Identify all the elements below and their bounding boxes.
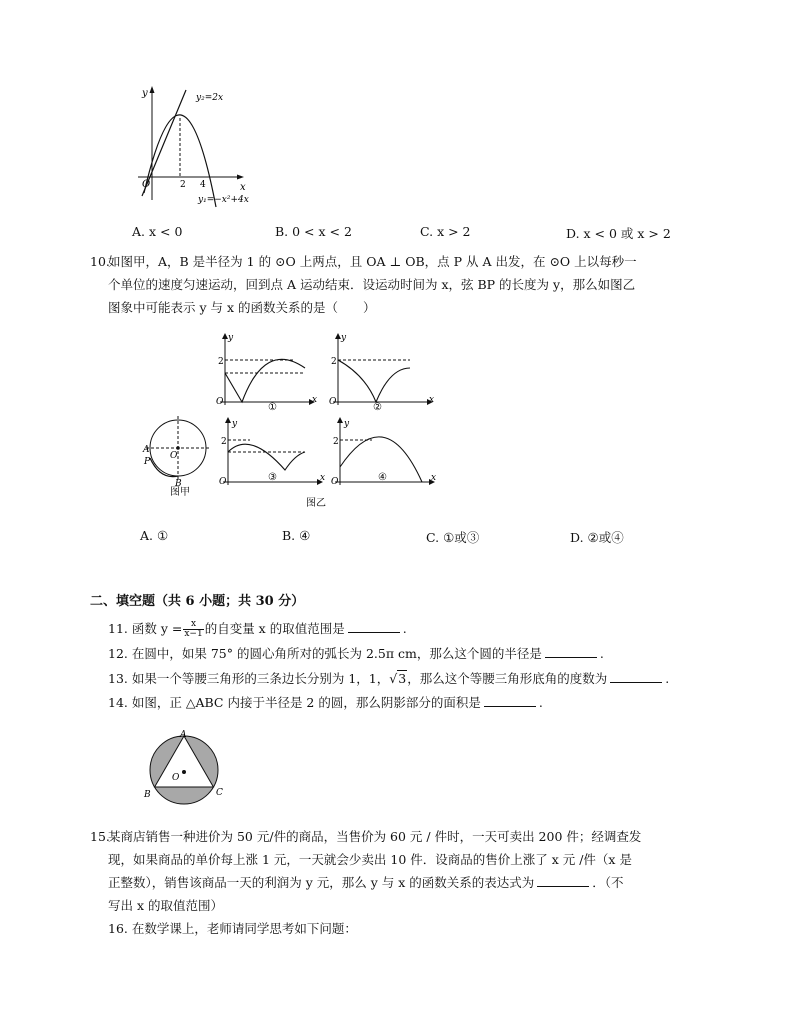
svg-text:O: O bbox=[172, 773, 180, 783]
svg-text:O: O bbox=[331, 477, 339, 487]
svg-text:x: x bbox=[312, 395, 318, 405]
svg-text:2: 2 bbox=[221, 437, 227, 447]
svg-text:y: y bbox=[228, 333, 234, 343]
q10-number: 10. bbox=[90, 254, 110, 269]
svg-text:2: 2 bbox=[331, 357, 337, 367]
q10-figure bbox=[140, 330, 450, 510]
q10-graph-3 bbox=[219, 419, 325, 487]
svg-text:O: O bbox=[170, 451, 178, 461]
q12-answer-blank[interactable] bbox=[545, 645, 597, 658]
q9-option-a[interactable]: A. x < 0 bbox=[132, 224, 183, 239]
svg-text:y: y bbox=[344, 419, 350, 429]
q10-graph-4 bbox=[331, 419, 436, 487]
q13: 13. 如果一个等腰三角形的三条边长分别为 1，1，√3，那么这个等腰三角形底角的度数为 . bbox=[108, 671, 670, 686]
q9-origin-label: O bbox=[142, 179, 151, 190]
svg-text:③: ③ bbox=[268, 472, 277, 483]
q10-circle-figure bbox=[142, 416, 210, 498]
q15-number: 15. bbox=[90, 829, 110, 844]
q10-option-a[interactable]: A. ① bbox=[140, 528, 169, 543]
svg-text:x: x bbox=[431, 473, 437, 483]
svg-text:C: C bbox=[216, 788, 223, 798]
svg-text:B: B bbox=[144, 790, 151, 800]
svg-text:④: ④ bbox=[378, 472, 387, 483]
q10-line3: 图象中可能表示 y 与 x 的函数关系的是（ ） bbox=[108, 300, 376, 315]
svg-text:O: O bbox=[216, 397, 224, 407]
q9-option-b[interactable]: B. 0 < x < 2 bbox=[275, 224, 352, 239]
svg-text:2: 2 bbox=[218, 357, 224, 367]
q9-function-graph bbox=[130, 82, 260, 212]
svg-text:A: A bbox=[180, 730, 187, 740]
svg-text:②: ② bbox=[373, 402, 382, 413]
section-title: 二、填空题（共 6 小题；共 30 分） bbox=[90, 594, 305, 609]
svg-text:①: ① bbox=[268, 402, 277, 413]
svg-text:A: A bbox=[143, 445, 150, 455]
q9-tick-2: 2 bbox=[180, 180, 186, 190]
q13-answer-blank[interactable] bbox=[610, 670, 662, 683]
q9-option-d[interactable]: D. x < 0 或 x > 2 bbox=[566, 226, 671, 241]
svg-text:x: x bbox=[429, 395, 435, 405]
q10-line1: 如图甲，A，B 是半径为 1 的 ⊙O 上两点，且 OA ⊥ OB，点 P 从 A 出发，在 ⊙O 上以每秒一 bbox=[108, 254, 637, 269]
svg-text:x: x bbox=[320, 473, 326, 483]
q9-y-axis-label: y bbox=[142, 88, 148, 99]
q14-figure bbox=[140, 725, 230, 805]
q15-answer-blank[interactable] bbox=[537, 874, 589, 887]
q15-stem: 某商店销售一种进价为 50 元/件的商品，当售价为 60 元 / 件时，一天可卖出 200 件；经调查发 现，如果商品的单价每上涨 1 元，一天就会少卖出 10 件．设商品的售价上涨了 x 元 /件（x 是 正整数），销售该商品一天的利润为 y 元，那么 y 与 x 的函数关系的表达式为 ．（不 写出 x 的取值范围） bbox=[108, 829, 642, 913]
svg-text:B: B bbox=[175, 479, 182, 489]
svg-text:O: O bbox=[219, 477, 227, 487]
svg-text:P: P bbox=[144, 457, 151, 467]
q11-answer-blank[interactable] bbox=[348, 620, 400, 633]
svg-text:O: O bbox=[329, 397, 337, 407]
q10-option-d[interactable]: D. ②或④ bbox=[570, 530, 624, 545]
q10-fig-yi-label: 图乙 bbox=[306, 498, 326, 509]
q9-y1-label: y₁=−x²+4x bbox=[198, 195, 249, 205]
q10-graph-2 bbox=[329, 333, 434, 413]
q14-answer-blank[interactable] bbox=[484, 694, 536, 707]
q9-y2-label: y₂=2x bbox=[196, 93, 224, 103]
q9-tick-4: 4 bbox=[200, 180, 206, 190]
svg-text:y: y bbox=[232, 419, 238, 429]
q16: 16. 在数学课上，老师请同学思考如下问题： bbox=[108, 921, 357, 936]
q10-option-c[interactable]: C. ①或③ bbox=[426, 530, 480, 545]
svg-text:y: y bbox=[341, 333, 347, 343]
svg-text:2: 2 bbox=[333, 437, 339, 447]
q11-fraction: $\frac{x}{x-1}$ bbox=[184, 619, 203, 639]
q10-option-b[interactable]: B. ④ bbox=[282, 528, 311, 543]
q10-graph-1 bbox=[216, 333, 317, 413]
svg-text:图甲: 图甲 bbox=[170, 487, 190, 498]
q9-x-axis-label: x bbox=[240, 182, 246, 193]
q10-stem bbox=[108, 250, 718, 319]
q12: 12. 在圆中，如果 75° 的圆心角所对的弧长为 2.5π cm，那么这个圆的半径是 . bbox=[108, 646, 604, 661]
q9-option-c[interactable]: C. x > 2 bbox=[420, 224, 471, 239]
q14: 14. 如图，正 △ABC 内接于半径是 2 的圆，那么阴影部分的面积是 . bbox=[108, 695, 543, 710]
q10-line2: 个单位的速度匀速运动，回到点 A 运动结束．设运动时间为 x，弦 BP 的长度为 y，那么如图乙 bbox=[108, 277, 636, 292]
q11: 11. 函数 y = $\frac{x}{x-1}$ 的自变量 x 的取值范围是 . bbox=[108, 619, 407, 639]
